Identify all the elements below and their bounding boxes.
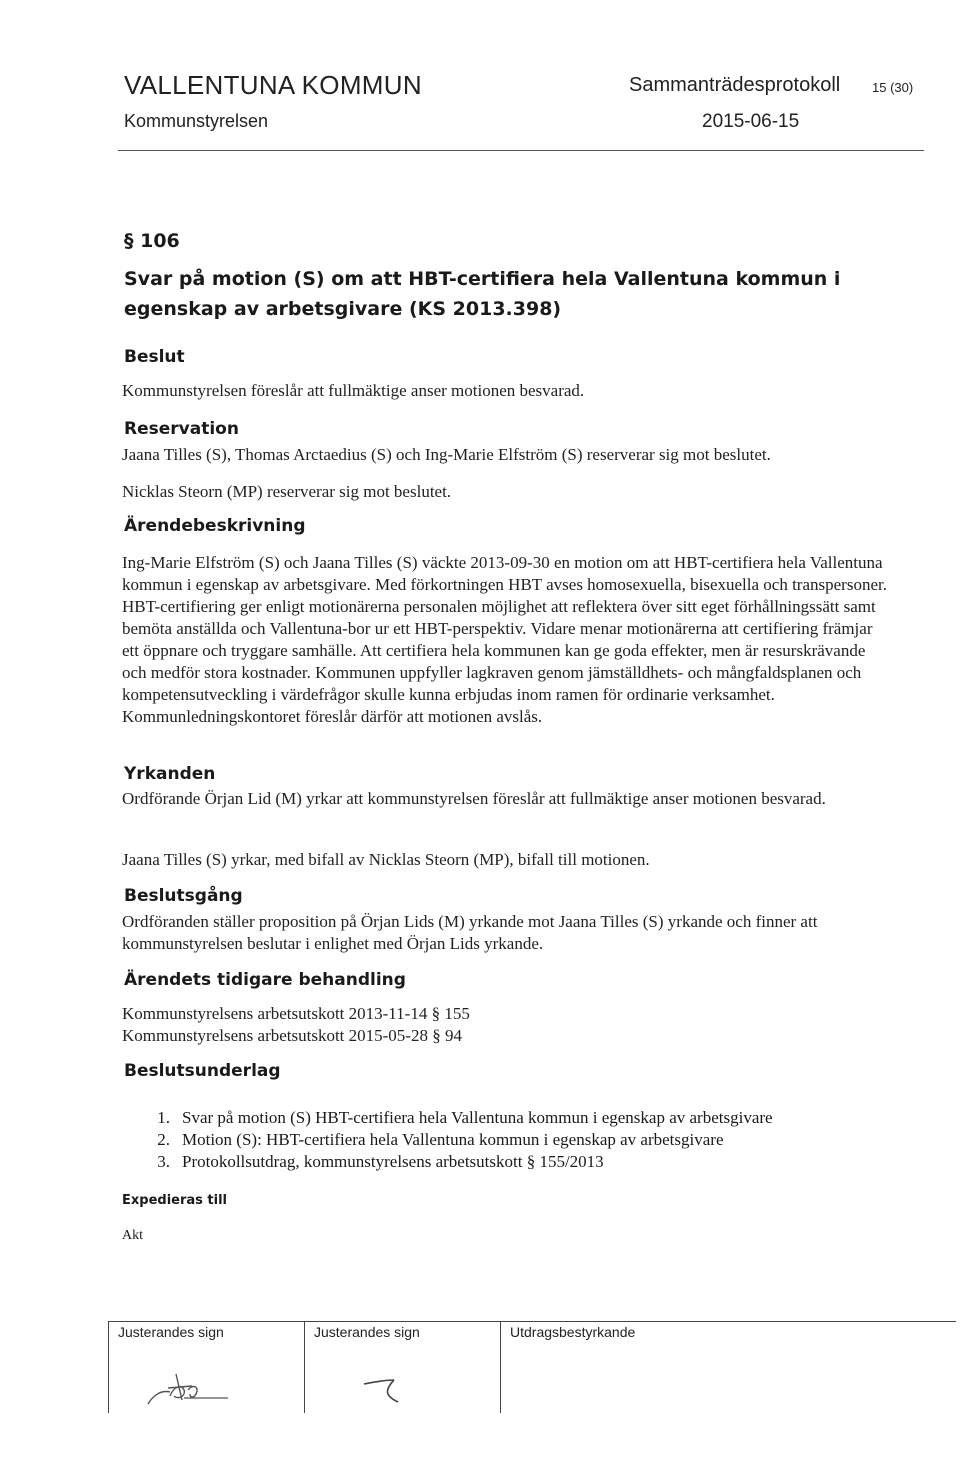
signature-label-3: Utdragsbestyrkande xyxy=(510,1324,636,1340)
reservation-text-1: Jaana Tilles (S), Thomas Arctaedius (S) och Ing-Marie Elfström (S) reserverar sig mot beslutet. xyxy=(122,445,771,464)
signature-divider xyxy=(304,1321,305,1413)
document-title: Svar på motion (S) om att HBT-certifiera hela Vallentuna kommun i egenskap av arbetsgivare (KS 2013.398) xyxy=(124,268,841,320)
yrkanden-text-2: Jaana Tilles (S) yrkar, med bifall av Nicklas Steorn (MP), bifall till motionen. xyxy=(122,850,650,869)
list-item-number: 2. xyxy=(157,1130,170,1149)
signature-divider xyxy=(500,1321,501,1413)
beslutsunderlag-list xyxy=(124,1107,773,1173)
committee-name: Kommunstyrelsen xyxy=(124,111,269,131)
reservation-text-2: Nicklas Steorn (MP) reserverar sig mot beslutet. xyxy=(122,482,452,501)
arendebeskrivning-text: Ing-Marie Elfström (S) och Jaana Tilles (S) väckte 2013-09-30 en motion om att HBT-certifiera hela Vallentuna kommun i egenskap av arbetsgivare. Med förkortningen HBT avses homosexuella, bisexuella och transpersoner. HBT-certifiering ger enligt motionärerna personalen möjlighet att reflektera över sitt eget förhållningssätt samt bemöta anställda och Vallentuna-bor ur ett HBT-perspektiv. Vidare menar motionärerna att certifiering främjar ett öppnare och tryggare samhälle. Att certifiera hela kommunen kan ge goda effekter, men är resurskrävande och medför stora kostnader. Kommunen uppfyller lagkraven genom jämställdhets- och mångfaldsplanen och kompetensutveckling i värdefrågor skulle kunna erbjudas inom ramen för ordinarie verksamhet. Kommunledningskontoret föreslår därför att motionen avslås. xyxy=(122,553,887,726)
page-number: 15 (30) xyxy=(872,80,914,95)
handwritten-signature-2 xyxy=(360,1370,410,1410)
beslutsgang-text: Ordföranden ställer proposition på Örjan Lids (M) yrkande mot Jaana Tilles (S) yrkande och finner att kommunstyrelsen beslutar i enlighet med Örjan Lids yrkande. xyxy=(122,912,818,953)
list-item-text: Svar på motion (S) HBT-certifiera hela Vallentuna kommun i egenskap av arbetsgivare xyxy=(182,1108,773,1127)
arendebeskrivning-heading: Ärendebeskrivning xyxy=(124,516,306,536)
organization-name: VALLENTUNA KOMMUN xyxy=(124,70,422,100)
signature-table-top-rule xyxy=(108,1321,956,1322)
beslutsunderlag-heading: Beslutsunderlag xyxy=(124,1061,281,1081)
document-type: Sammanträdesprotokoll xyxy=(629,74,841,96)
list-item xyxy=(124,1151,773,1173)
yrkanden-text-1: Ordförande Örjan Lid (M) yrkar att kommunstyrelsen föreslår att fullmäktige anser motionen besvarad. xyxy=(122,789,826,808)
expedieras-heading: Expedieras till xyxy=(122,1193,227,1208)
beslutsgang-heading: Beslutsgång xyxy=(124,886,243,906)
list-item-number: 3. xyxy=(157,1152,170,1171)
signature-divider xyxy=(108,1321,109,1413)
signature-label-2: Justerandes sign xyxy=(314,1324,420,1340)
beslut-text: Kommunstyrelsen föreslår att fullmäktige anser motionen besvarad. xyxy=(122,381,585,400)
list-item-text: Protokollsutdrag, kommunstyrelsens arbetsutskott § 155/2013 xyxy=(182,1152,604,1171)
meeting-date: 2015-06-15 xyxy=(702,111,800,132)
header-divider xyxy=(118,150,924,151)
list-item-number: 1. xyxy=(157,1108,170,1127)
list-item xyxy=(124,1129,773,1151)
beslut-heading: Beslut xyxy=(124,347,185,367)
list-item-text: Motion (S): HBT-certifiera hela Vallentuna kommun i egenskap av arbetsgivare xyxy=(182,1130,724,1149)
signature-label-1: Justerandes sign xyxy=(118,1324,224,1340)
expedieras-recipient: Akt xyxy=(122,1228,143,1243)
tidigare-heading: Ärendets tidigare behandling xyxy=(124,970,406,990)
list-item xyxy=(124,1107,773,1129)
reservation-heading: Reservation xyxy=(124,419,239,439)
paragraph-number: § 106 xyxy=(124,230,180,252)
yrkanden-heading: Yrkanden xyxy=(124,764,216,784)
tidigare-line-1: Kommunstyrelsens arbetsutskott 2013-11-14 § 155 xyxy=(122,1004,470,1023)
tidigare-line-2: Kommunstyrelsens arbetsutskott 2015-05-28 § 94 xyxy=(122,1026,462,1045)
handwritten-signature-1 xyxy=(140,1360,230,1410)
